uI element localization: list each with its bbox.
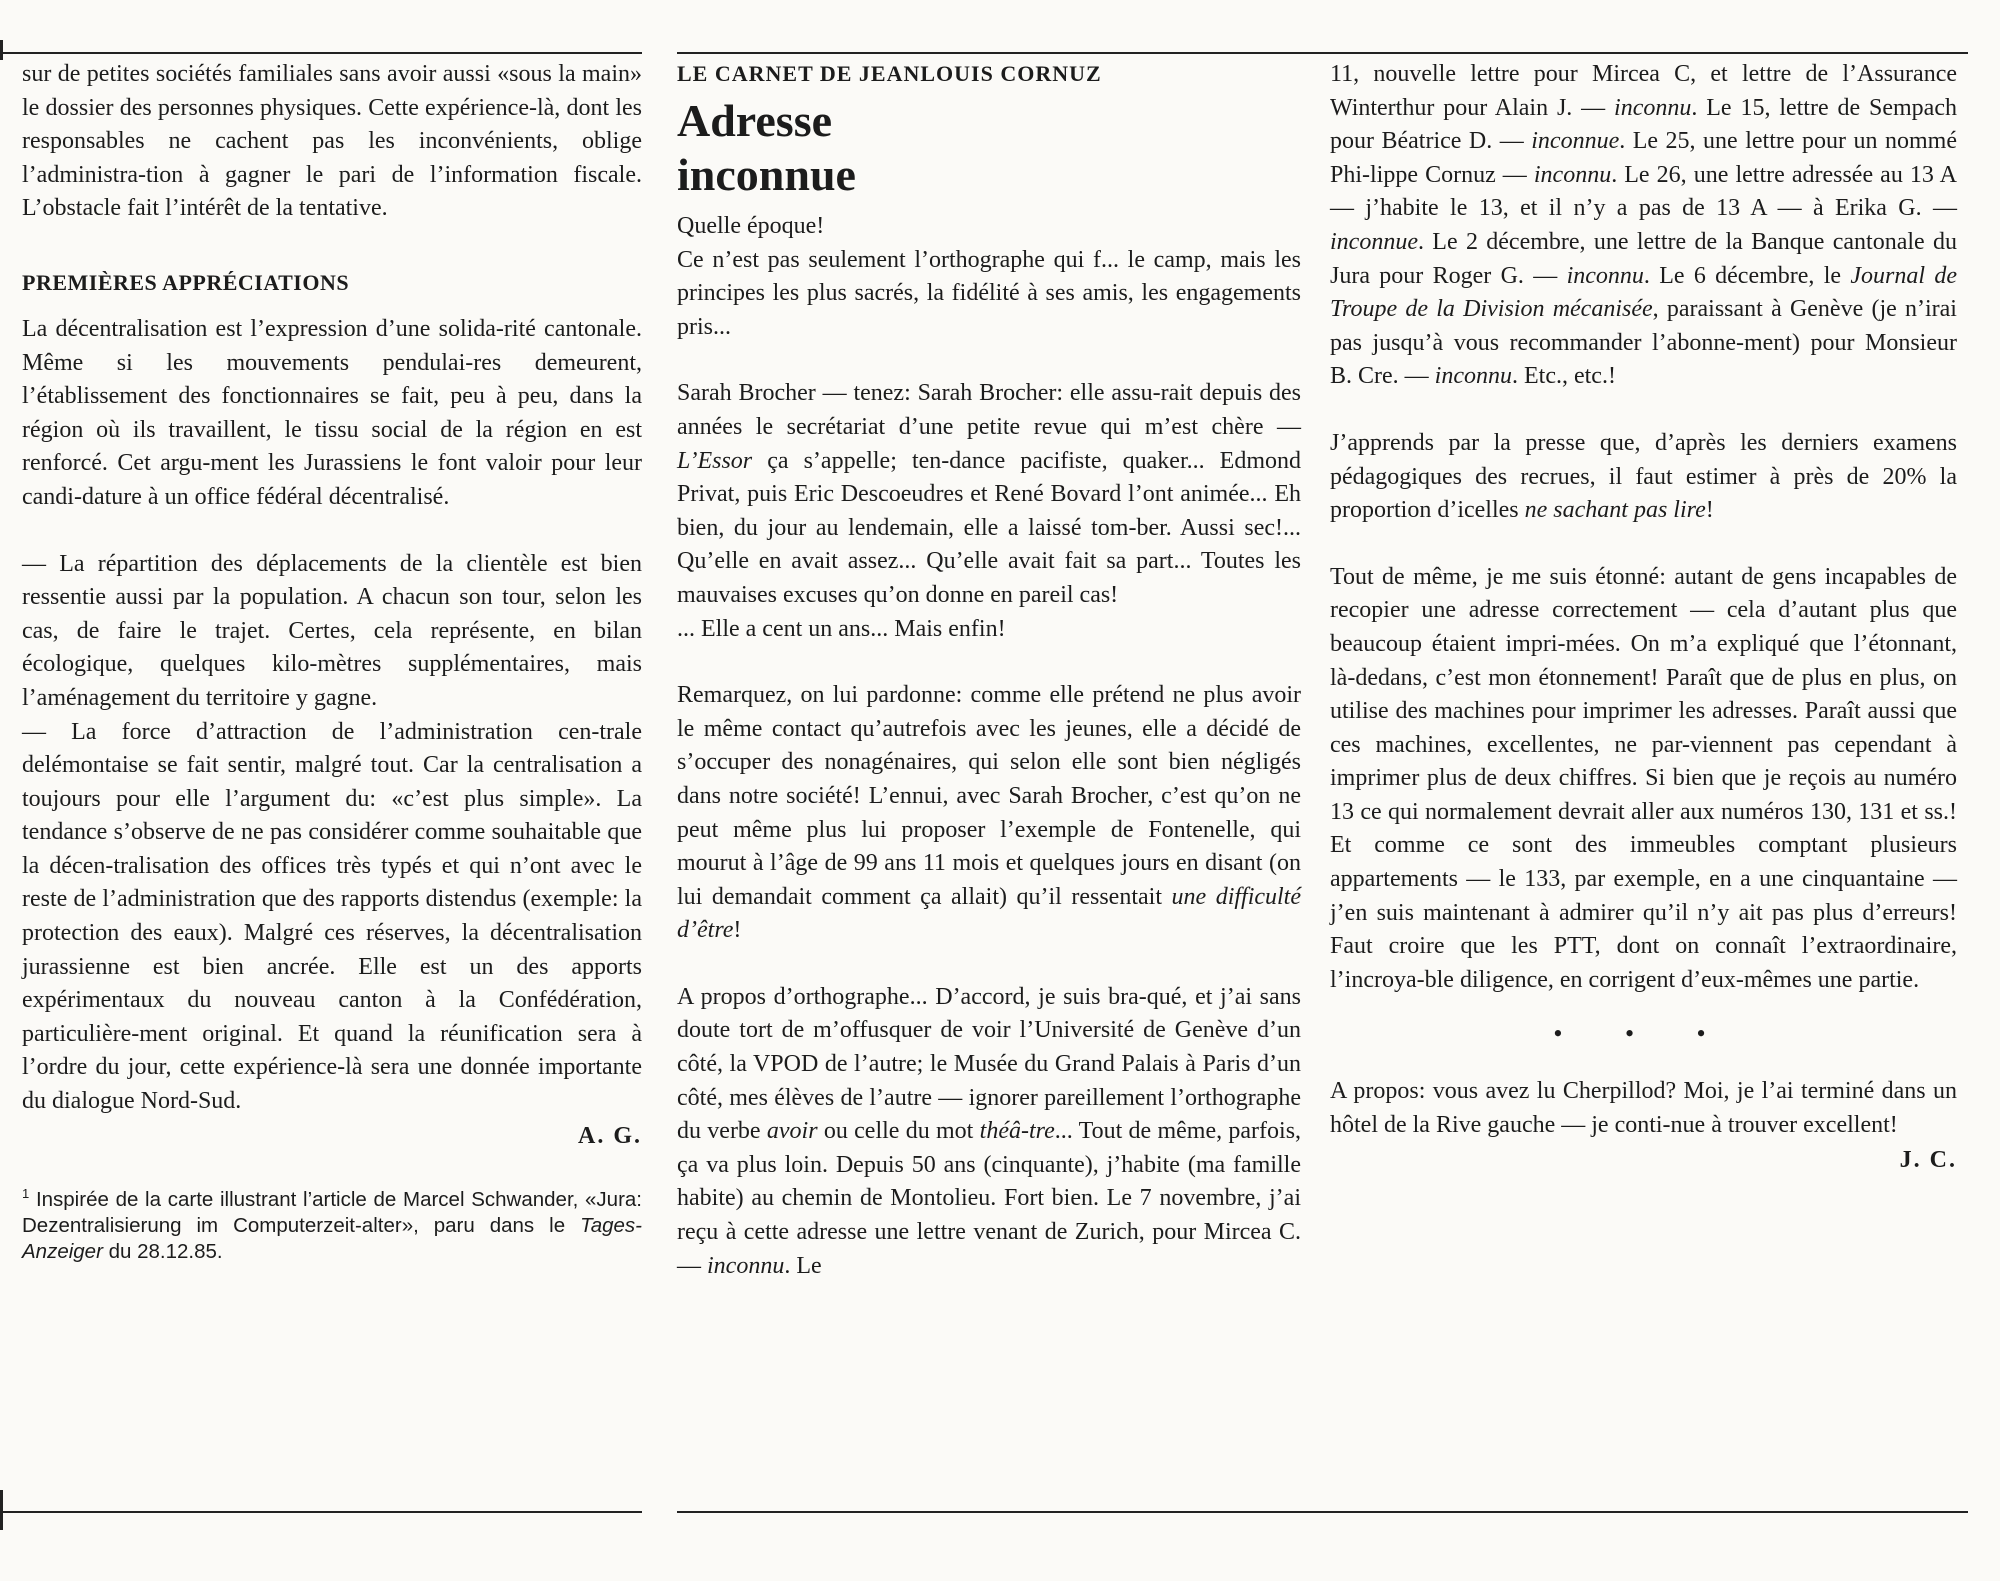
- footnote-text: Inspirée de la carte illustrant l’article de Marcel Schwander, «Jura: Dezentralisierung im Computerzeit-alter», paru dans le: [22, 1187, 642, 1237]
- left-margin-rule-top: [0, 40, 3, 60]
- text-run: ou celle du mot: [823, 1118, 974, 1145]
- paragraph: [1330, 427, 1957, 528]
- paragraph: — La répartition des déplacements de la clientèle est bien ressentie aussi par la population. A chacun son tour, selon les cas, de faire le trajet. Certes, cela représente, en bilan écologique, quelques kilo-mètres supplémentaires, mais l’aménagement du territoire y gagne.: [22, 550, 642, 711]
- top-rule-left: [0, 52, 642, 54]
- article-title: [677, 94, 1301, 202]
- text-run-italic: Journal de Troupe de la Division mécanisée: [1330, 262, 1958, 323]
- footnote: [22, 1181, 642, 1266]
- text-run-italic: inconnu: [1533, 161, 1612, 188]
- footnote-newspaper: Tages-Anzeiger: [22, 1213, 642, 1264]
- text-run: 11, nouvelle lettre pour Mircea C, et lettre de l’Assurance Winterthur pour Alain J. —: [1330, 61, 1957, 121]
- text-run: ... Tout de même, parfois, ça va plus loin. Depuis 50 ans (cinquante), j’habite (ma famille habite) au chemin de Montolieu. Fort bien. Le 7 novembre, j’ai reçu à cette adresse une lettre venant de Zurich, pour Mircea C. —: [677, 1118, 1302, 1279]
- paragraph: A propos: vous avez lu Cherpillod? Moi, je l’ai terminé dans un hôtel de la Rive gauche — je conti-nue à trouver excellent!: [1330, 1078, 1957, 1139]
- bottom-rule-right: [677, 1511, 1968, 1513]
- text-run: J’apprends par la presse que, d’après les derniers examens pédagogiques des recrues, il faut estimer à près de 20% la proportion d’icelles: [1330, 429, 1957, 524]
- paragraph: [677, 679, 1301, 948]
- top-rule-middle: [677, 52, 1968, 54]
- paragraph: — La force d’attraction de l’administration cen-trale delémontaise se fait sentir, malgré tout. Car la centralisation a toujours pour elle l’argument du: «c’est plus simple». La tendance s’observe de ne pas considérer comme souhaitable que la décen-tralisation des offices très typés et qui n’ont avec le reste de l’administration que des rapports distendus (exemple: la protection des eaux). Malgré ces réserves, la décentralisation jurassienne est bien ancrée. Elle est un des apports expérimentaux du nouveau canton à la Confédération, particulière-ment original. Et quand la réunification sera à l’ordre du jour, cette expérience-là sera une donnée importante du dialogue Nord-Sud.: [22, 718, 642, 1115]
- footnote-date: du 28.12.85.: [108, 1240, 223, 1264]
- text-run: . Le 26, une lettre adressée au 13 A — j’habite le 13, et il n’y a pas de 13 A — à Erika G. —: [1330, 161, 1957, 222]
- text-run: . Etc., etc.!: [1512, 363, 1616, 390]
- text-run-italic: inconnu: [1566, 262, 1644, 289]
- paragraph: Ce n’est pas seulement l’orthographe qui f... le camp, mais les principes les plus sacrés, la fidélité à ses amis, les engagements pris...: [677, 246, 1301, 340]
- text-run: ça s’appelle; ten-dance pacifiste, quaker... Edmond Privat, puis Eric Descoeudres et René Bovard l’ont animée... Eh bien, du jour au lendemain, elle a laissé tom-ber. Aussi sec!... Qu’elle en avait assez... Qu’elle avait fait sa part... Toutes les mauvaises excuses qu’on donne en pareil cas!: [677, 447, 1302, 608]
- paragraph: Quelle époque!: [677, 213, 825, 239]
- text-run: . Le 6 décembre, le: [1643, 262, 1842, 289]
- column-left: [22, 58, 642, 1266]
- text-run: . Le: [784, 1252, 822, 1279]
- paragraph: Tout de même, je me suis étonné: autant de gens incapables de recopier une adresse correctement — cela d’autant plus que beaucoup étaient impri-mées. On m’a expliqué que l’étonnant, là-dedans, c’est mon étonnement! Paraît que de plus en plus, on utilise des machines pour imprimer les adresses. Paraît aussi que ces machines, excellentes, ne par-viennent pas cependant à imprimer plus de deux chiffres. Si bien que je reçois au numéro 13 ce qui normalement devrait aller aux numéros 130, 131 et ss.! Et comme ce sont des immeubles comptant plusieurs appartements — le 133, par exemple, en a une cinquantaine — j’en suis maintenant à admirer qu’il n’y ait pas plus d’erreurs! Faut croire que les PTT, dont on connaît l’extraordinaire, l’incroya-ble diligence, en corrigent d’eux-mêmes une partie.: [1330, 563, 1957, 993]
- text-run: Remarquez, on lui pardonne: comme elle prétend ne plus avoir le même contact qu’autrefois avec les jeunes, elle a décidé de s’occuper des nonagénaires, qui selon elle sont bien négligés dans notre société! L’ennui, avec Sarah Brocher, c’est qu’on ne peut même plus lui proposer l’exemple de Fontenelle, qui mourut à l’âge de 99 ans 11 mois et quelques jours en disant (on lui demandait comment ça allait) qu’il ressentait: [677, 682, 1301, 910]
- paragraph: sur de petites sociétés familiales sans avoir aussi «sous la main» le dossier des personnes physiques. Cette expérience-là, dont les responsables ne cachent pas les inconvénients, oblige l’administra-tion à gagner le pari de l’information fiscale. L’obstacle fait l’intérêt de la tentative.: [22, 61, 642, 222]
- text-run-italic: inconnu: [1434, 363, 1512, 390]
- section-separator: • • •: [1553, 1019, 1734, 1049]
- signature: A. G.: [578, 1122, 642, 1149]
- text-run: !: [1705, 497, 1714, 524]
- text-run-italic: inconnu: [1614, 94, 1692, 121]
- text-run: !: [733, 917, 742, 944]
- text-run-italic: inconnue: [1531, 128, 1620, 155]
- text-run-italic: inconnue: [1330, 228, 1418, 255]
- text-run-italic: L’Essor: [677, 447, 753, 474]
- paragraph: ... Elle a cent un ans... Mais enfin!: [677, 615, 1006, 642]
- section-heading: PREMIÈRES APPRÉCIATIONS: [22, 269, 350, 295]
- paragraph: [1330, 58, 1957, 394]
- left-margin-rule-bottom: [0, 1490, 3, 1530]
- column-kicker: LE CARNET DE JEANLOUIS CORNUZ: [677, 61, 1102, 86]
- text-run-italic: théâ-tre: [979, 1118, 1055, 1145]
- column-right: [1330, 58, 1957, 1177]
- bottom-rule-left: [0, 1511, 642, 1513]
- article-title-line: inconnue: [677, 149, 856, 200]
- paragraph: [677, 981, 1301, 1283]
- article-title-line: Adresse: [677, 95, 833, 146]
- text-run: A propos d’orthographe... D’accord, je suis bra-qué, et j’ai sans doute tort de m’offusquer de voir l’Université de Genève d’un côté, la VPOD de l’autre; le Musée du Grand Palais à Paris d’un côté, mes élèves de l’autre — ignorer pareillement l’orthographe du verbe: [677, 983, 1301, 1145]
- text-run-italic: ne sachant pas lire: [1524, 497, 1706, 524]
- text-run-italic: une difficulté d’être: [677, 883, 1302, 944]
- column-middle: [677, 58, 1301, 1283]
- text-run: . Le 25, une lettre pour un nommé Phi-lippe Cornuz —: [1330, 128, 1957, 188]
- text-run: . Le 2 décembre, une lettre de la Banque cantonale du Jura pour Roger G. —: [1330, 228, 1957, 289]
- text-run: Sarah Brocher — tenez: Sarah Brocher: elle assu-rait depuis des années le secrétariat d’une petite revue qui m’est chère —: [677, 380, 1301, 440]
- paragraph: La décentralisation est l’expression d’une solida-rité cantonale. Même si les mouvements pendulai-res demeurent, l’établissement des fonctionnaires se fait, peu à peu, dans la région où ils travaillent, le tissu social de la région en est renforcé. Cet argu-ment les Jurassiens le font valoir pour leur candi-dature à un office fédéral décentralisé.: [22, 315, 642, 510]
- text-run-italic: avoir: [766, 1118, 818, 1145]
- text-run: , paraissant à Genève (je n’irai pas jusqu’à vous recommander l’abonne-ment) pour Monsieur B. Cre. —: [1330, 296, 1957, 390]
- text-run: . Le 15, lettre de Sempach pour Béatrice D. —: [1330, 94, 1957, 155]
- signature: J. C.: [1899, 1146, 1957, 1173]
- footnote-mark: 1: [22, 1185, 30, 1201]
- text-run-italic: inconnu: [707, 1252, 785, 1279]
- paragraph: [677, 377, 1301, 612]
